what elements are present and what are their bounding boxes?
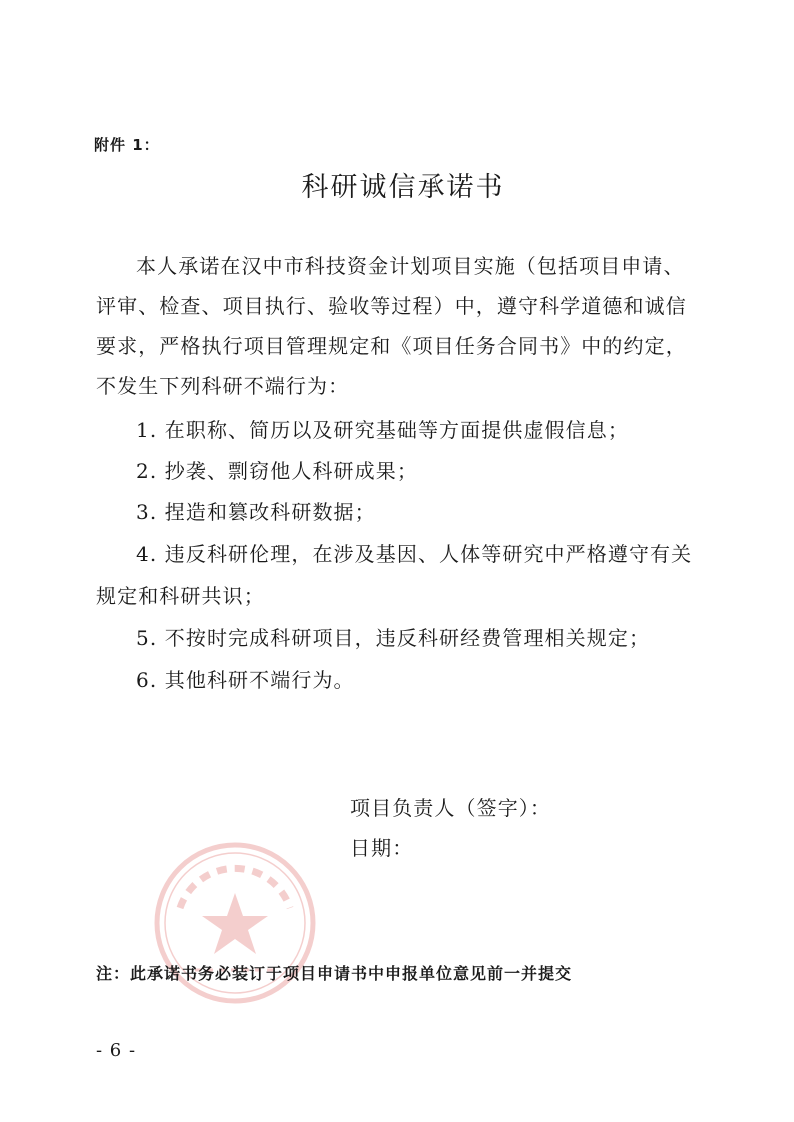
attachment-label: 附件 1： — [94, 136, 160, 154]
list-item: 3. 捏造和篡改科研数据； — [136, 500, 376, 524]
footer-note: 注：此承诺书务必装订于项目申请书中申报单位意见前一并提交 — [96, 964, 573, 983]
list-item: 6. 其他科研不端行为。 — [136, 668, 355, 692]
list-item: 1. 在职称、简历以及研究基础等方面提供虚假信息； — [136, 418, 629, 442]
page-number: - 6 - — [96, 1040, 137, 1061]
paragraph-line: 本人承诺在汉中市科技资金计划项目实施（包括项目申请、 — [136, 254, 685, 278]
paragraph-line: 不发生下列科研不端行为： — [96, 374, 350, 398]
list-item: 5. 不按时完成科研项目，违反科研经费管理相关规定； — [136, 626, 651, 650]
date-label: 日期： — [350, 836, 414, 860]
paragraph-line: 评审、检查、项目执行、验收等过程）中，遵守科学道德和诚信 — [96, 294, 687, 318]
list-item: 4. 违反科研伦理，在涉及基因、人体等研究中严格遵守有关 — [136, 542, 693, 566]
paragraph-line: 要求，严格执行项目管理规定和《项目任务合同书》中的约定， — [96, 334, 687, 358]
document-title: 科研诚信承诺书 — [301, 172, 505, 203]
star-icon — [202, 893, 268, 954]
list-item: 2. 抄袭、剽窃他人科研成果； — [136, 459, 418, 483]
list-item-continuation: 规定和科研共识； — [96, 584, 265, 608]
leader-signature-label: 项目负责人（签字）： — [350, 796, 551, 820]
